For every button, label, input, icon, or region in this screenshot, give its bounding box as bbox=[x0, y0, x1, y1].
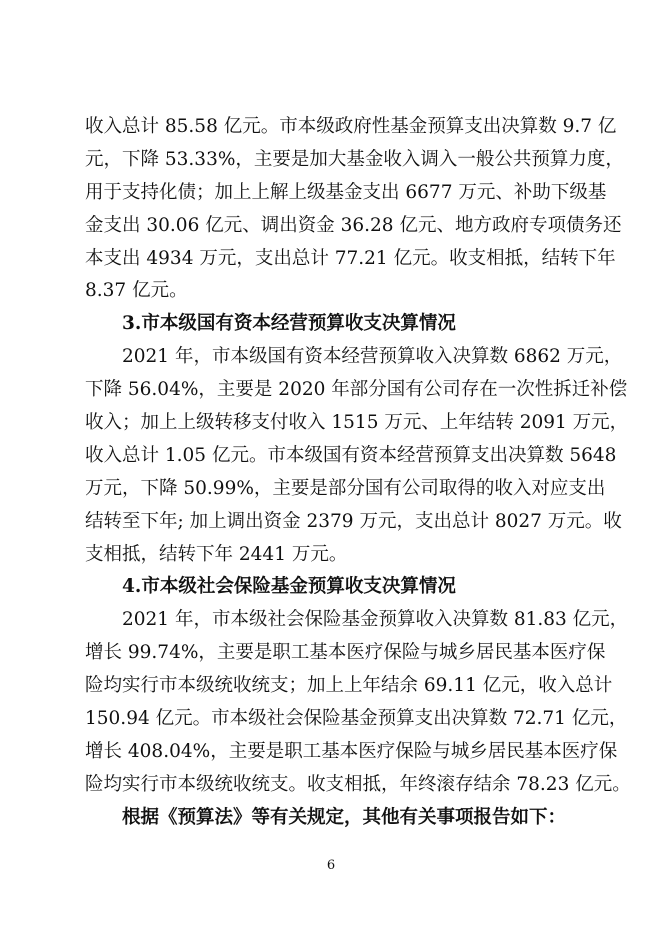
text-line: 支相抵，结转下年 2441 万元。 bbox=[85, 543, 348, 565]
paragraph bbox=[85, 604, 631, 801]
paragraph bbox=[85, 111, 624, 308]
section-heading bbox=[85, 802, 578, 835]
text-line: 元，下降 53.33%，主要是加大基金收入调入一般公共预算力度， bbox=[85, 148, 624, 170]
paragraph bbox=[85, 341, 629, 571]
text-line: 增长 99.74%，主要是职工基本医疗保险与城乡居民基本医疗保 bbox=[85, 642, 606, 664]
text-line: 收入；加上上级转移支付收入 1515 万元、上年结转 2091 万元， bbox=[85, 412, 629, 434]
text-line: 增长 408.04%，主要是职工基本医疗保险与城乡居民基本医疗保 bbox=[85, 740, 618, 762]
text-line: 用于支持化债；加上上解上级基金支出 6677 万元、补助下级基 bbox=[85, 181, 607, 203]
text-line: 本支出 4934 万元，支出总计 77.21 亿元。收支相抵，结转下年 bbox=[85, 247, 616, 269]
text-line: 险均实行市本级统收统支；加上上年结余 69.11 亿元，收入总计 bbox=[85, 675, 613, 697]
page-number: 6 bbox=[326, 858, 336, 873]
text-line: 收入总计 85.58 亿元。市本级政府性基金预算支出决算数 9.7 亿 bbox=[85, 116, 617, 137]
text-line: 150.94 亿元。市本级社会保险基金预算支出决算数 72.71 亿元， bbox=[85, 708, 628, 730]
text-line: 险均实行市本级统收统支。收支相抵，年终滚存结余 78.23 亿元。 bbox=[85, 773, 631, 795]
text-line: 2021 年，市本级国有资本经营预算收入决算数 6862 万元， bbox=[122, 346, 623, 368]
text-line: 8.37 亿元。 bbox=[85, 280, 188, 302]
text-line: 金支出 30.06 亿元、调出资金 36.28 亿元、地方政府专项债务还 bbox=[85, 214, 622, 236]
text-line: 结转至下年; 加上调出资金 2379 万元，支出总计 8027 万元。收 bbox=[85, 510, 622, 532]
text-line: 3.市本级国有资本经营预算收支决算情况 bbox=[122, 313, 456, 335]
text-line: 下降 56.04%，主要是 2020 年部分国有公司存在一次性拆迁补偿 bbox=[85, 379, 628, 401]
text-line: 收入总计 1.05 亿元。市本级国有资本经营预算支出决算数 5648 bbox=[85, 444, 617, 466]
text-line: 4.市本级社会保险基金预算收支决算情况 bbox=[122, 576, 456, 598]
text-line: 万元，下降 50.99%，主要是部分国有公司取得的收入对应支出 bbox=[85, 477, 606, 499]
section-heading bbox=[85, 308, 578, 341]
text-line: 2021 年，市本级社会保险基金预算收入决算数 81.83 亿元， bbox=[122, 609, 629, 631]
document-body bbox=[85, 111, 631, 835]
section-heading bbox=[85, 571, 578, 604]
text-line: 根据《预算法》等有关规定，其他有关事项报告如下： bbox=[122, 806, 567, 828]
